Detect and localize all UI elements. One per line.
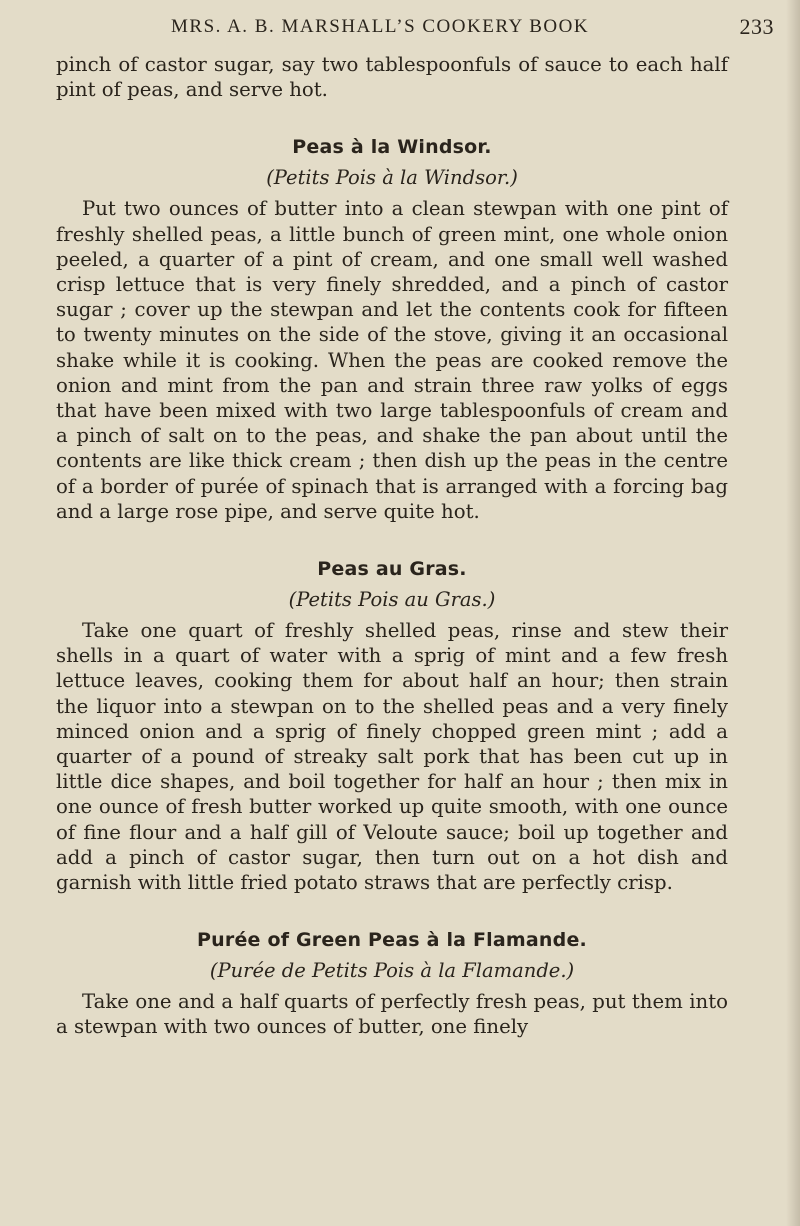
recipe-subtitle: (Petits Pois à la Windsor.) xyxy=(266,166,518,190)
page-number: 233 xyxy=(739,14,774,39)
recipe-title: Peas à la Windsor. xyxy=(292,136,492,159)
page-spine-shadow xyxy=(786,0,800,1226)
running-head: MRS. A. B. MARSHALL’S COOKERY BOOK xyxy=(171,16,590,37)
recipe-title: Purée of Green Peas à la Flamande. xyxy=(197,929,587,952)
page-header xyxy=(56,12,774,52)
recipe-body: Take one and a half quarts of perfectly fresh peas, put them into a stewpan with two ounces of butter, one finely xyxy=(56,990,728,1039)
recipe-subtitle: (Petits Pois au Gras.) xyxy=(288,588,496,612)
recipe-peas-au-gras xyxy=(56,558,728,895)
recipe-body: Put two ounces of butter into a clean stewpan with one pint of freshly shelled peas, a little bunch of green mint, one whole onion peeled, a quarter of a pint of cream, and one small well washed crisp lettuce that is very finely shredded, and a pinch of castor sugar ; cover up the stewpan and let the contents cook for fifteen to twenty minutes on the side of the stove, giving it an occasional shake while it is cooking. When the peas are cooked remove the onion and mint from the pan and strain three raw yolks of eggs that have been mixed with two large tablespoonfuls of cream and a pinch of salt on to the peas, and shake the pan about until the contents are like thick cream ; then dish up the peas in the centre of a border of purée of spinach that is arranged with a forcing bag and a large rose pipe, and serve quite hot. xyxy=(56,197,728,523)
continued-paragraph: pinch of castor sugar, say two tablespoonfuls of sauce to each half pint of peas, and serve hot. xyxy=(56,53,728,102)
recipe-body: Take one quart of freshly shelled peas, rinse and stew their shells in a quart of water with a sprig of mint and a few fresh lettuce leaves, cooking them for about half an hour; then strain the liquor into a stewpan on to the shelled peas and a very finely minced onion and a sprig of finely chopped green mint ; add a quarter of a pound of streaky salt pork that has been cut up in little dice shapes, and boil together for half an hour ; then mix in one ounce of fresh butter worked up quite smooth, with one ounce of fine flour and a half gill of Veloute sauce; boil up together and add a pinch of castor sugar, then turn out on a hot dish and garnish with little fried potato straws that are perfectly crisp. xyxy=(56,619,728,895)
recipe-title: Peas au Gras. xyxy=(317,558,467,581)
recipe-subtitle: (Purée de Petits Pois à la Flamande.) xyxy=(209,959,575,983)
recipe-peas-windsor xyxy=(56,136,728,524)
recipe-puree-flamande xyxy=(56,929,728,1039)
